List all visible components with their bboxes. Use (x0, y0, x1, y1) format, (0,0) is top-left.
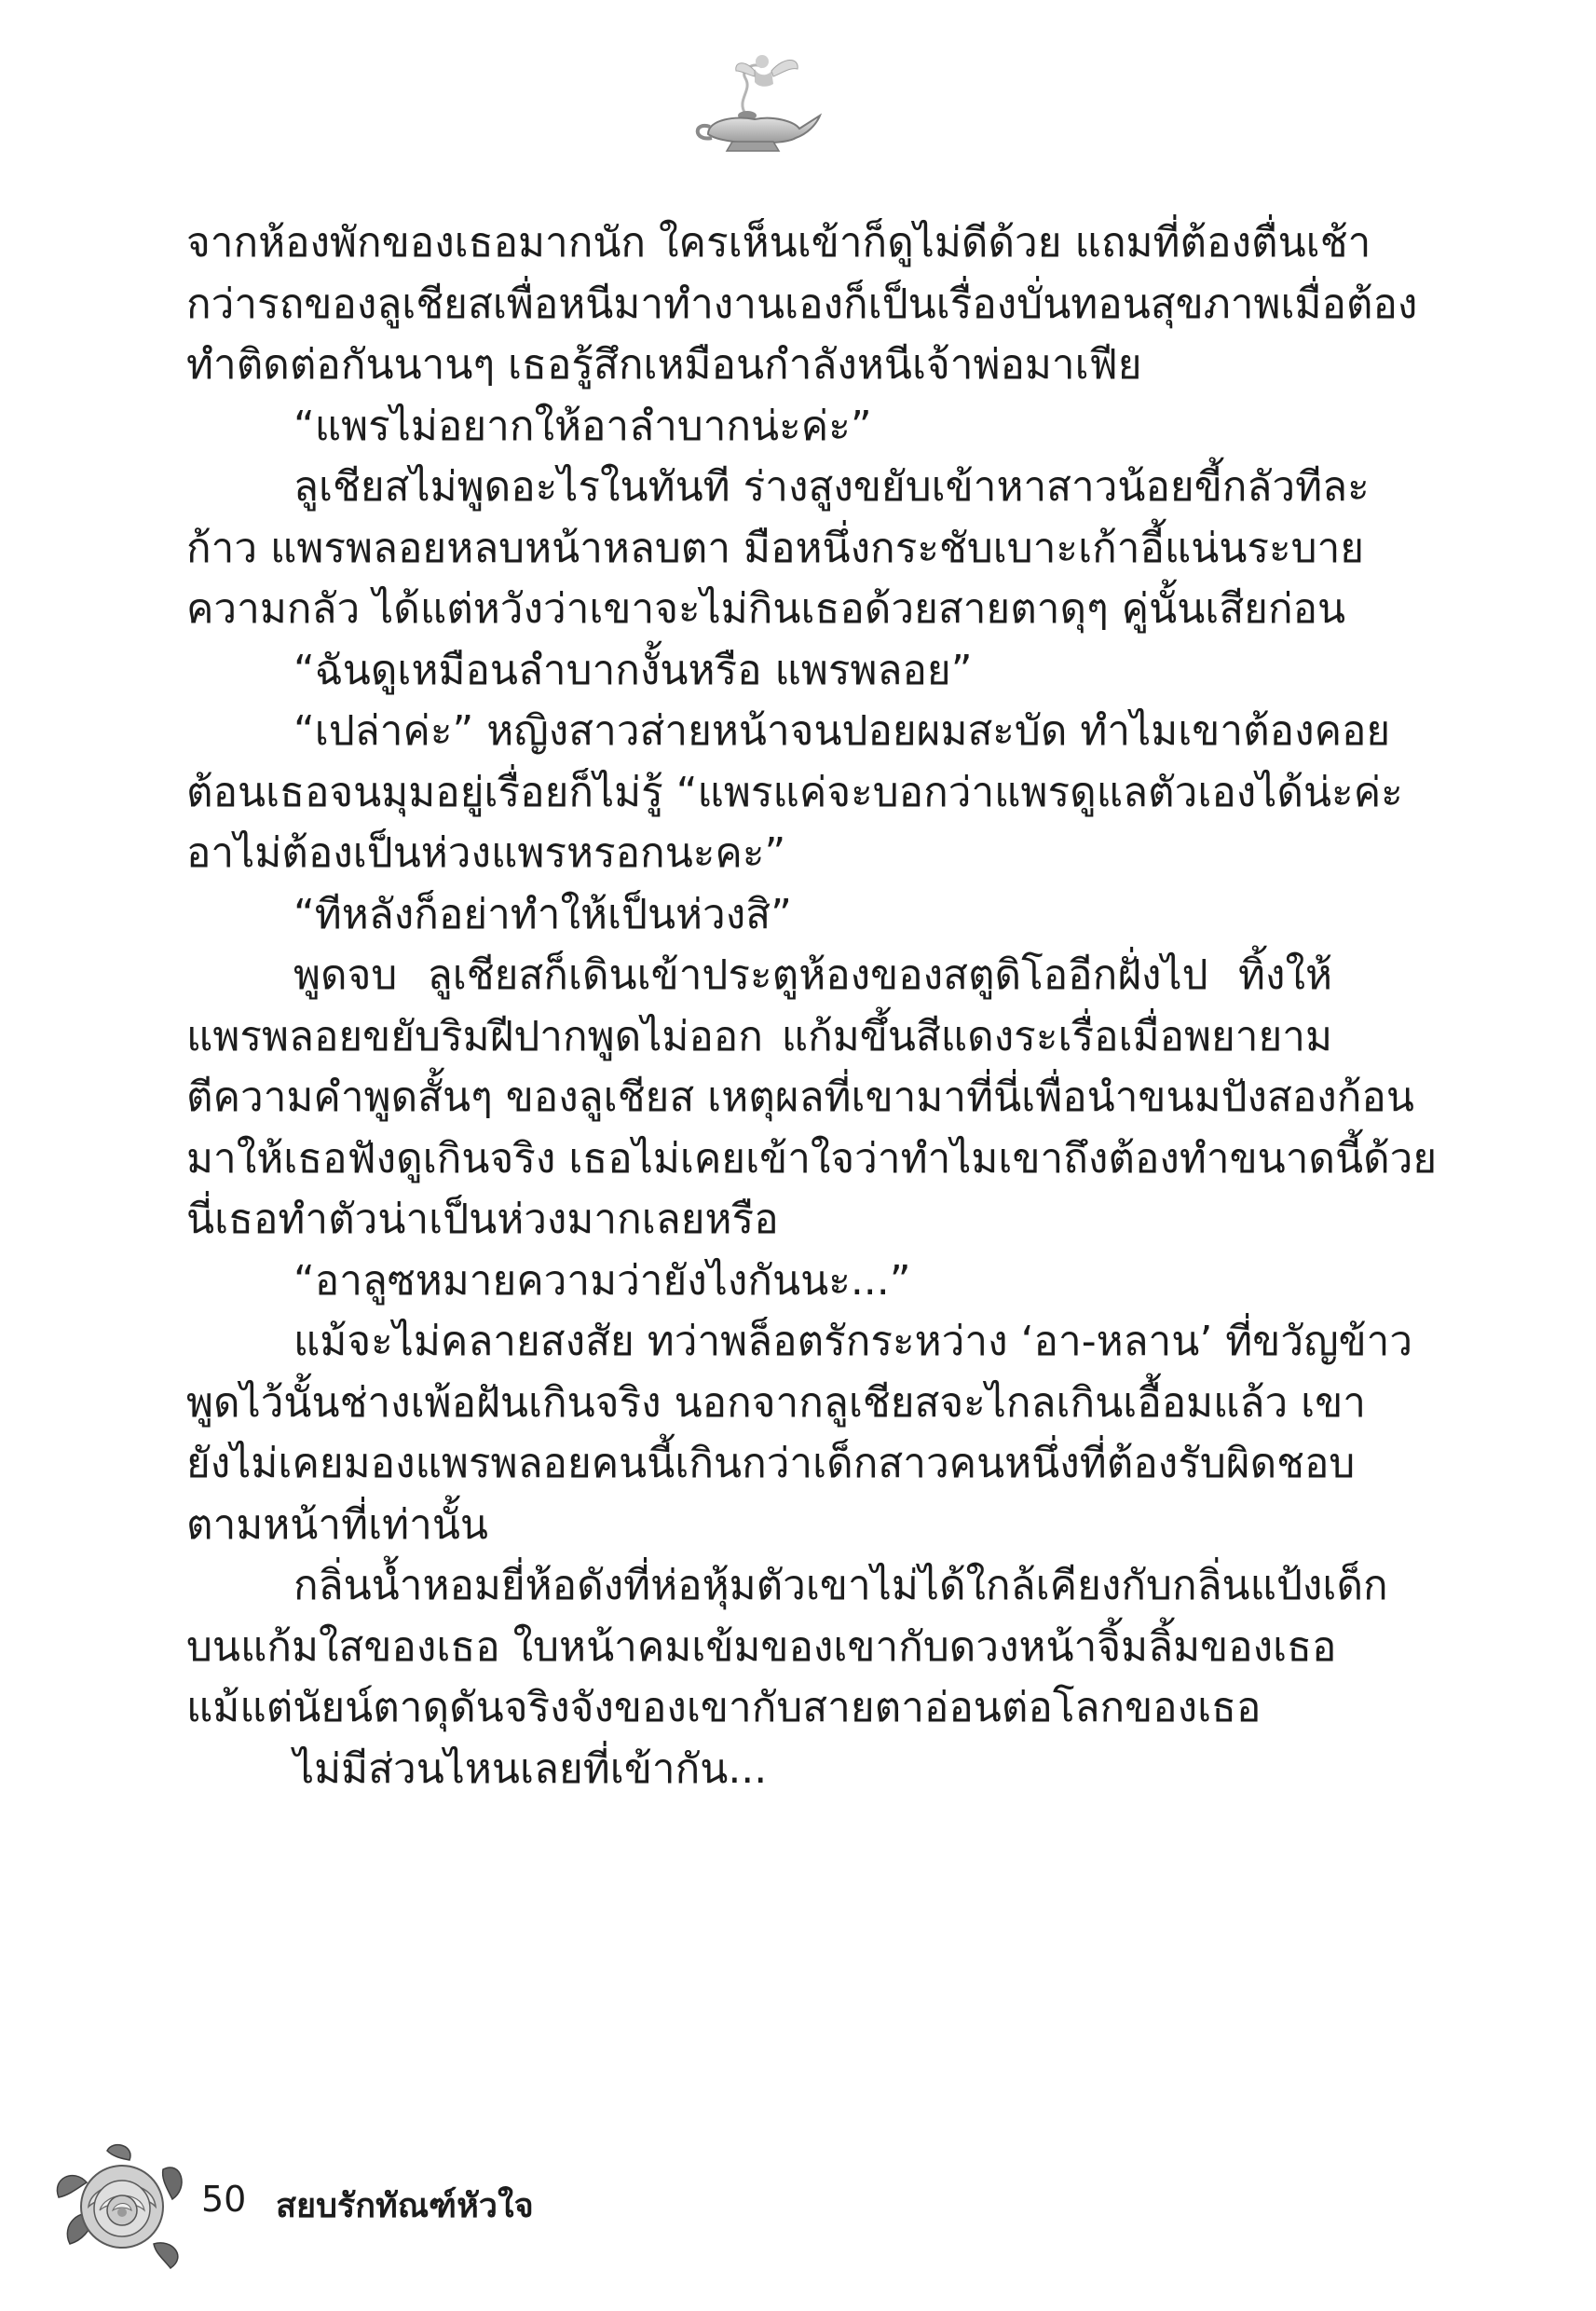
rose-icon (51, 2141, 191, 2272)
text-line: ก้าว แพรพลอยหลบหน้าหลบตา มือหนึ่งกระชับเบาะเก้าอี้แน่นระบาย (186, 524, 1365, 572)
text-line: พูดจบ ลูเชียสก็เดินเข้าประตูห้องของสตูดิโออีกฝั่งไป ทิ้งให้ (293, 951, 1332, 999)
text-line: จากห้องพักของเธอมากนัก ใครเห็นเข้าก็ดูไม่ดีด้วย แถมที่ต้องตื่นเช้า (186, 219, 1371, 267)
text-line: ลูเชียสไม่พูดอะไรในทันที ร่างสูงขยับเข้าหาสาวน้อยขี้กลัวทีละ (293, 463, 1370, 511)
text-line: “อาลูซหมายความว่ายังไงกันนะ...” (293, 1256, 911, 1305)
book-title: สยบรักทัณฑ์หัวใจ (276, 2187, 534, 2225)
text-line: กว่ารถของลูเชียสเพื่อหนีมาทำงานเองก็เป็นเรื่องบั่นทอนสุขภาพเมื่อต้อง (186, 280, 1418, 328)
text-line: กลิ่นน้ำหอมยี่ห้อดังที่ห่อหุ้มตัวเขาไม่ได้ใกล้เคียงกับกลิ่นแป้งเด็ก (293, 1562, 1388, 1609)
text-line: อาไม่ต้องเป็นห่วงแพรหรอกนะคะ” (186, 829, 786, 877)
text-line: “ฉันดูเหมือนลำบากงั้นหรือ แพรพลอย” (293, 646, 973, 694)
text-line: มาให้เธอฟังดูเกินจริง เธอไม่เคยเข้าใจว่าทำไมเขาถึงต้องทำขนาดนี้ด้วย (186, 1134, 1438, 1183)
text-line: “ทีหลังก็อย่าทำให้เป็นห่วงสิ” (293, 890, 792, 938)
text-line: ตีความคำพูดสั้นๆ ของลูเชียส เหตุผลที่เขามาที่นี่เพื่อนำขนมปังสองก้อน (186, 1073, 1414, 1121)
page-number: 50 (201, 2179, 247, 2220)
text-line: ต้อนเธอจนมุมอยู่เรื่อยก็ไม่รู้ “แพรแค่จะบอกว่าแพรดูแลตัวเองได้น่ะค่ะ (186, 768, 1403, 816)
text-line: “เปล่าค่ะ” หญิงสาวส่ายหน้าจนปอยผมสะบัด ทำไมเขาต้องคอย (293, 707, 1391, 755)
magic-lamp-cupid-icon (680, 48, 829, 160)
text-line: ความกลัว ได้แต่หวังว่าเขาจะไม่กินเธอด้วยสายตาดุๆ คู่นั้นเสียก่อน (186, 585, 1346, 633)
text-line: ทำติดต่อกันนานๆ เธอรู้สึกเหมือนกำลังหนีเจ้าพ่อมาเฟีย (186, 341, 1142, 389)
text-line: แพรพลอยขยับริมฝีปากพูดไม่ออก แก้มขึ้นสีแดงระเรื่อเมื่อพยายาม (186, 1012, 1332, 1060)
text-line: บนแก้มใสของเธอ ใบหน้าคมเข้มของเขากับดวงหน้าจิ้มลิ้มของเธอ (186, 1622, 1337, 1671)
text-line: ไม่มีส่วนไหนเลยที่เข้ากัน... (293, 1744, 768, 1793)
text-line: แม้แต่นัยน์ตาดุดันจริงจังของเขากับสายตาอ่อนต่อโลกของเธอ (186, 1684, 1262, 1731)
text-line: พูดไว้นั้นช่างเพ้อฝันเกินจริง นอกจากลูเชียสจะไกลเกินเอื้อมแล้ว เขา (186, 1378, 1367, 1427)
text-line: แม้จะไม่คลายสงสัย ทว่าพล็อตรักระหว่าง ‘อา-หลาน’ ที่ขวัญข้าว (293, 1318, 1413, 1365)
text-line: ตามหน้าที่เท่านั้น (186, 1500, 488, 1549)
text-line: “แพรไม่อยากให้อาลำบากน่ะค่ะ” (293, 402, 872, 450)
text-line: นี่เธอทำตัวน่าเป็นห่วงมากเลยหรือ (186, 1196, 779, 1243)
text-line: ยังไม่เคยมองแพรพลอยคนนี้เกินกว่าเด็กสาวคนหนึ่งที่ต้องรับผิดชอบ (186, 1440, 1356, 1487)
body-text (186, 212, 1438, 1799)
